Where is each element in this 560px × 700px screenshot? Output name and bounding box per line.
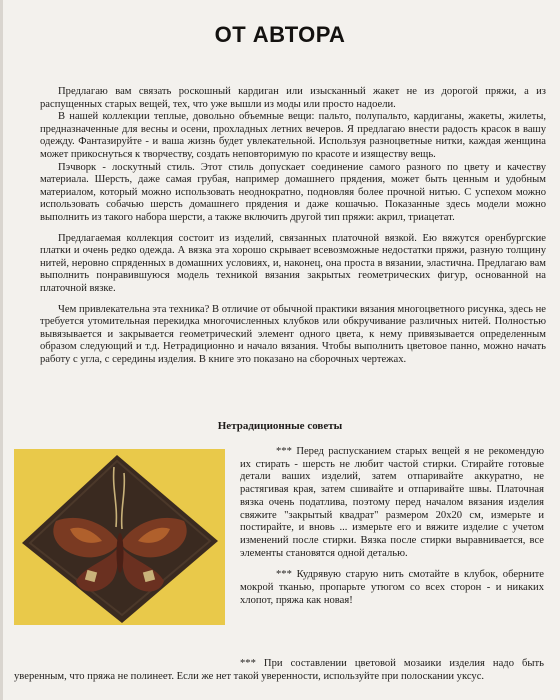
last-tip (14, 658, 544, 683)
tip-paragraph: *** Перед распусканием старых вещей я не рекомендую их стирать - шерсть не любит частой стирки. Стирайте готовые детали ваших изделий, затем отпаривайте аккуратно, не растягивая края, затем сшивайте и отпаривайте швы. Платочная вязка очень податлива, поэтому перед началом вязания изделия свяжите "закрытый квадрат" размером 20x20 см, измерьте и постирайте, и вновь ... измерьте его и вяжите изделие с учетом изменений после стирки. Вязка после стирки выравнивается, все элементы становятся одной деталью. (240, 446, 544, 559)
intro-paragraph: Предлагаю вам связать роскошный кардиган или изысканный жакет не из дорогой пряжи, а из распущенных старых вещей, тех, что уже вышли из моды или просто надоели. (40, 86, 546, 110)
scan-edge (0, 0, 3, 700)
tip-paragraph: *** Кудрявую старую нить смотайте в клубок, оберните мокрой тканью, пропарьте утюгом со всех сторон - и никаких хлопот, пряжа как новая! (240, 569, 544, 606)
intro-paragraph: В нашей коллекции теплые, довольно объемные вещи: пальто, полупальто, кардиганы, жакеты, жилеты, предназначенные для весны и осени, прохладных летних вечеров. Я предлагаю внести радость красок в вашу одежду. Фантазируйте - и ваша жизнь будет увлекательной. Используя разноцветные нитки, каждая женщина может прикоснуться к творчеству, создать неповторимую по красоте и изяществу вещь. (40, 111, 546, 160)
tip-paragraph: *** При составлении цветовой мозаики изделия надо быть уверенным, что пряжа не полинеет. Если же нет такой уверенности, используйте при полоскании уксус. (14, 658, 544, 682)
page-title: ОТ АВТОРА (214, 22, 346, 47)
intro-paragraph: Чем привлекательна эта техника? В отличие от обычной практики вязания многоцветного рисунка, здесь не требуется утомительная перекидка многочисленных клубков или обкручивание различных нитей. Полностью вывязывается и закрывается геометрический элемент одного цвета, к нему привязывается определенным образом следующий и т.д. Нетрадиционно и начало вязания. Чтобы выполнить цветовое панно, можно начать работу с угла, с середины изделия. В книге это показано на сборочных чертежах. (40, 303, 546, 365)
tips-column (240, 446, 544, 607)
intro-paragraph: Пэчворк - лоскутный стиль. Этот стиль допускает соединение самого разного по цвету и качеству материала. Шерсть, даже самая грубая, например домашнего прядения, может быть ценным и удобным материалом, который можно использовать неоднократно, подновляя более прочной нитью. С успехом можно использовать собачью шерсть домашнего прядения и даже кошачью. Показанные здесь модели можно выполнить из такого набора шерсти, а также включить другой тип пряжи: акрил, триацетат. (40, 161, 546, 223)
intro-text (40, 86, 546, 366)
butterfly-photo-illustration (14, 449, 225, 625)
tips-heading: Нетрадиционные советы (217, 420, 343, 432)
intro-paragraph: Предлагаемая коллекция состоит из изделий, связанных платочной вязкой. Ею вяжутся оренбургские платки и очень редко одежда. А вязка эта хорошо скрывает всевозможные недостатки пряжи, разную толщину нитей, неровно спряденных в домашних условиях, и, наконец, она проста в вязании, эластична. Предлагаю вам выполнить понравившуюся модель техникой вязания закрытых геометрических фигур, основанной на платочной вязке. (40, 232, 546, 294)
butterfly-photo (14, 449, 225, 625)
